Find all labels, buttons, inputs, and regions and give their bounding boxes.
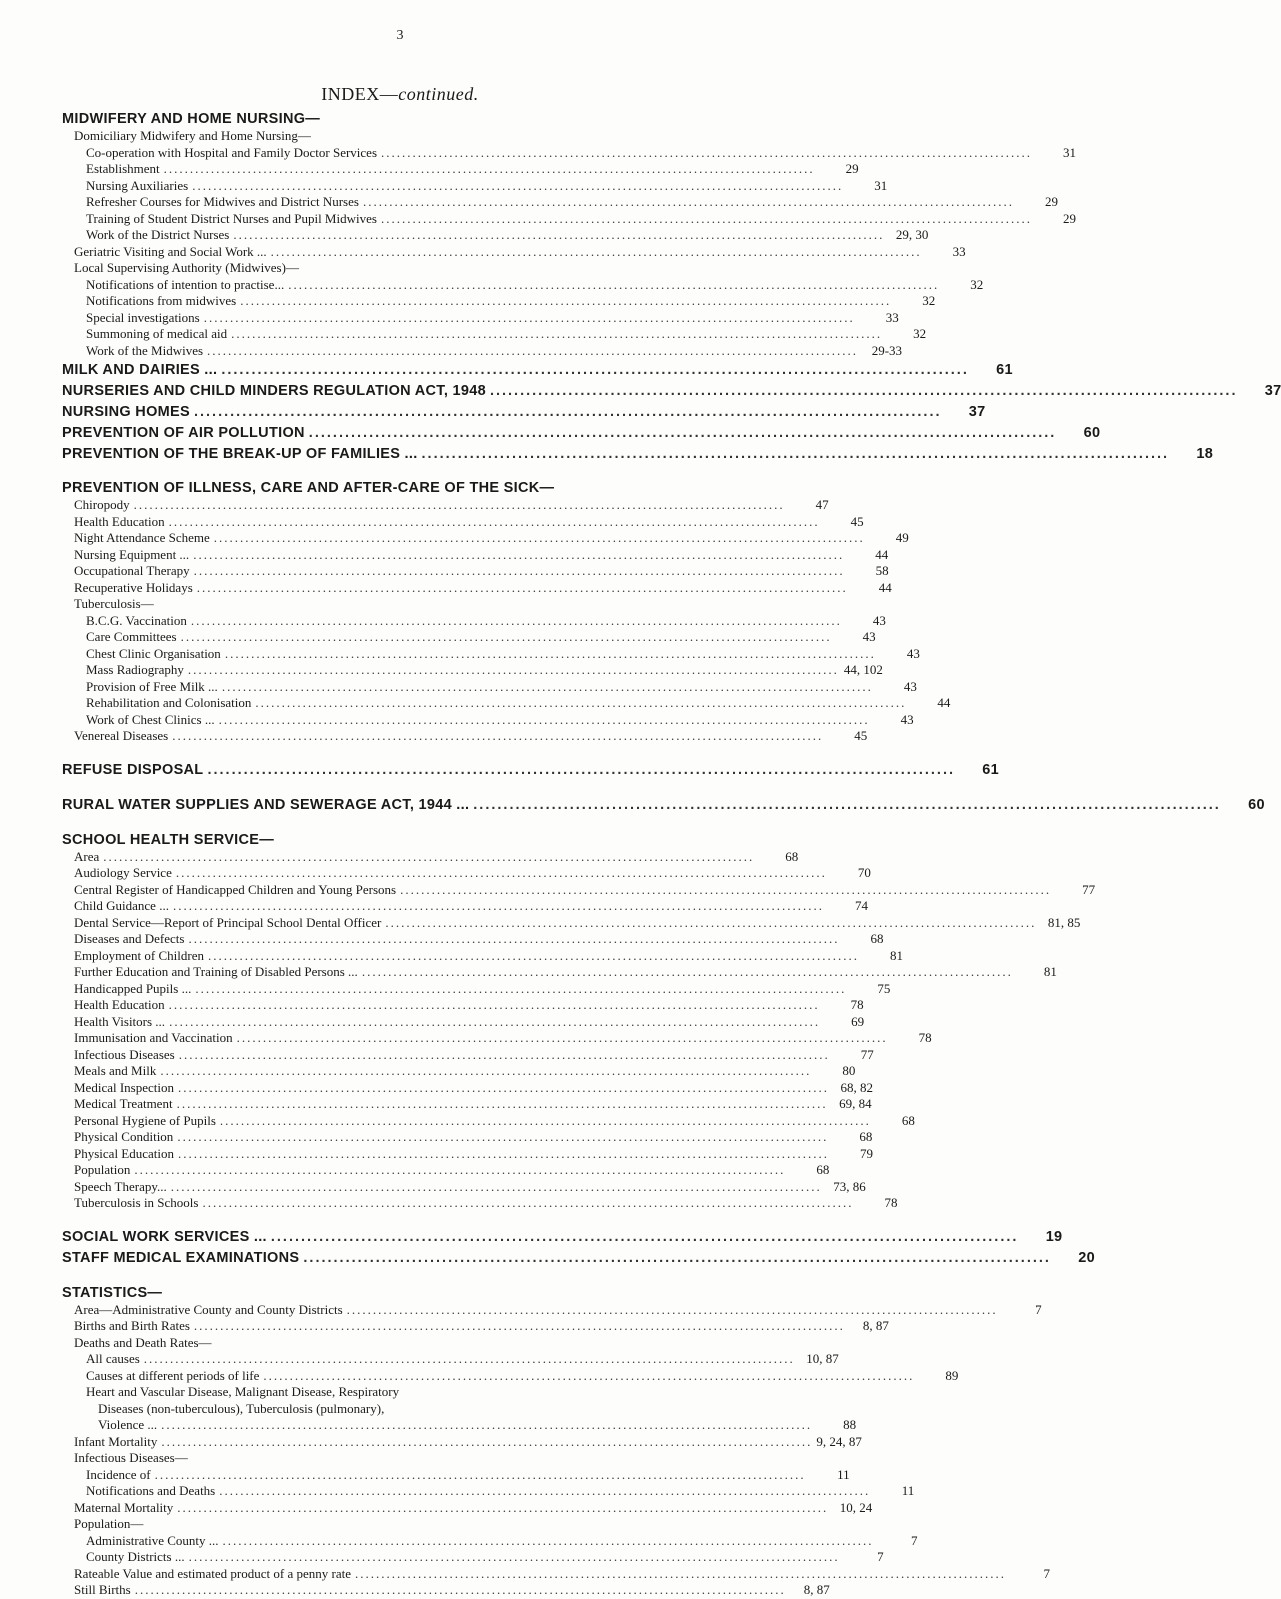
- index-entry: Administrative County ... ............................................................................................................................ 7: [86, 1532, 918, 1548]
- entry-page: 78: [918, 1030, 932, 1045]
- entry-page: 29, 30: [895, 227, 929, 242]
- index-content: [62, 110, 1281, 1599]
- entry-label: Night Attendance Scheme: [74, 530, 210, 545]
- school-list: [62, 848, 1096, 1212]
- entry-page: 29: [845, 161, 859, 176]
- midwifery-heading: MIDWIFERY AND HOME NURSING—: [62, 111, 321, 127]
- domiciliary-list: [62, 144, 1077, 244]
- entry-page: 75: [877, 980, 891, 996]
- entry-page: 44: [878, 579, 892, 595]
- top-level-entries: [62, 361, 1281, 464]
- entry-page: 43: [903, 678, 917, 694]
- entry-label: STAFF MEDICAL EXAMINATIONS: [62, 1249, 300, 1266]
- index-entry: Audiology Service ............................................................................................................................ 70: [74, 865, 871, 880]
- index-entry: Nursing Auxiliaries ............................................................................................................................ 31: [86, 177, 888, 193]
- entry-label: REFUSE DISPOSAL: [62, 761, 204, 778]
- index-entry: Chiropody ............................................................................................................................ 47: [74, 497, 829, 512]
- entry-label: Work of the Midwives: [86, 342, 204, 358]
- entry-page: 18: [1196, 446, 1214, 462]
- entry-page: 31: [1063, 144, 1077, 160]
- index-entry: Night Attendance Scheme ............................................................................................................................ 49: [74, 530, 909, 545]
- heart-line-1: Heart and Vascular Disease, Malignant Disease, Respiratory: [86, 1384, 400, 1399]
- index-entry: Infectious Diseases ............................................................................................................................ 77: [74, 1046, 874, 1062]
- entry-page: 49: [895, 530, 909, 545]
- entry-label: Physical Education: [74, 1145, 175, 1161]
- entry-page: 44, 102: [843, 662, 883, 677]
- entry-label: Health Education: [74, 513, 165, 529]
- tuberculosis-list: [62, 612, 951, 729]
- entry-label: Summoning of medical aid: [86, 326, 228, 341]
- index-entry: Rehabilitation and Colonisation ............................................................................................................................ 44: [86, 695, 951, 710]
- index-entry: Dental Service—Report of Principal School Dental Officer ............................................................................................................................ 81, 85: [74, 914, 1081, 930]
- entry-page: 60: [1083, 425, 1101, 441]
- entry-label: Establishment: [86, 161, 160, 176]
- index-entry: Provision of Free Milk ... ............................................................................................................................ 43: [86, 678, 917, 694]
- school-heading: SCHOOL HEALTH SERVICE—: [62, 831, 275, 848]
- entry-label: Chest Clinic Organisation: [86, 645, 221, 661]
- prevention-list: [62, 497, 909, 596]
- index-entry: Population ............................................................................................................................ 68: [74, 1162, 830, 1177]
- index-entry: Rateable Value and estimated product of a penny rate ............................................................................................................................ 7: [74, 1565, 1050, 1581]
- entry-page: 20: [1078, 1249, 1095, 1266]
- index-entry: Further Education and Training of Disabled Persons ... ............................................................................................................................ 81: [74, 964, 1057, 979]
- entry-label: PREVENTION OF AIR POLLUTION: [62, 425, 305, 441]
- index-entry: Geriatric Visiting and Social Work ... ............................................................................................................................ 33: [74, 243, 966, 259]
- entry-label: Special investigations: [86, 309, 200, 325]
- entry-label: B.C.G. Vaccination: [86, 612, 187, 628]
- entry-label: Immunisation and Vaccination: [74, 1030, 233, 1045]
- index-heading-entry: RURAL WATER SUPPLIES AND SEWERAGE ACT, 1944 ... ............................................................................................................................ 60: [62, 796, 1265, 813]
- entry-page: 37: [1264, 383, 1281, 399]
- index-entry: County Districts ... ............................................................................................................................ 7: [86, 1549, 884, 1564]
- entry-page: 70: [857, 865, 871, 880]
- entry-page: 29: [1044, 194, 1058, 209]
- entry-label: SOCIAL WORK SERVICES ...: [62, 1228, 267, 1245]
- index-entry: Medical Inspection ............................................................................................................................ 68, 82: [74, 1079, 873, 1095]
- entry-label: Speech Therapy...: [74, 1178, 167, 1194]
- index-entry: Personal Hygiene of Pupils ............................................................................................................................ 68: [74, 1112, 915, 1128]
- entry-page: 44: [937, 695, 951, 710]
- entry-page: 68: [816, 1162, 830, 1177]
- index-entry: Notifications and Deaths ............................................................................................................................ 11: [86, 1483, 915, 1498]
- index-entry: Causes at different periods of life ............................................................................................................................ 89: [86, 1367, 959, 1383]
- entry-page: 58: [875, 563, 889, 578]
- entry-page: 45: [854, 728, 868, 743]
- index-entry: Occupational Therapy ............................................................................................................................ 58: [74, 563, 889, 578]
- index-entry: Physical Condition ............................................................................................................................ 68: [74, 1129, 873, 1144]
- entry-page: 47: [815, 497, 829, 512]
- entry-page: 37: [968, 404, 986, 420]
- entry-page: 29-33: [871, 342, 903, 358]
- entry-label: NURSERIES AND CHILD MINDERS REGULATION ACT, 1948: [62, 383, 486, 399]
- entry-label: Recuperative Holidays: [74, 579, 193, 595]
- entry-page: 68: [901, 1112, 915, 1128]
- entry-page: 60: [1248, 796, 1265, 813]
- entry-label: Work of Chest Clinics ...: [86, 711, 215, 727]
- index-entry: Health Visitors ... ............................................................................................................................ 69: [74, 1013, 865, 1029]
- index-entry: All causes ............................................................................................................................ 10, 87: [86, 1351, 839, 1366]
- entry-label: Further Education and Training of Disabled Persons ...: [74, 964, 358, 979]
- entry-label: Area: [74, 848, 100, 864]
- entry-page: 61: [996, 362, 1013, 378]
- index-entry: Training of Student District Nurses and Pupil Midwives ............................................................................................................................ 29: [86, 210, 1076, 226]
- index-entry: Special investigations ............................................................................................................................ 33: [86, 309, 899, 325]
- index-entry: Area ............................................................................................................................ 68: [74, 848, 799, 864]
- index-entry: Chest Clinic Organisation ............................................................................................................................ 43: [86, 645, 920, 661]
- entry-page: 81: [1043, 964, 1057, 979]
- entry-label: Geriatric Visiting and Social Work ...: [74, 243, 267, 259]
- entry-label: Handicapped Pupils ...: [74, 980, 192, 996]
- entry-page: 68, 82: [840, 1079, 873, 1095]
- prevention-heading: PREVENTION OF ILLNESS, CARE AND AFTER-CARE OF THE SICK—: [62, 480, 555, 496]
- index-entry: Refresher Courses for Midwives and District Nurses ............................................................................................................................ 29: [86, 194, 1058, 209]
- entry-page: 81: [889, 947, 903, 963]
- entry-label: Venereal Diseases: [74, 728, 169, 743]
- entry-label: Care Committees: [86, 629, 177, 644]
- index-heading-entry: REFUSE DISPOSAL ............................................................................................................................ 61: [62, 761, 1000, 778]
- index-entry: NURSERIES AND CHILD MINDERS REGULATION ACT, 1948 ............................................................................................................................ 37: [62, 383, 1281, 399]
- entry-label: Child Guidance ...: [74, 898, 169, 913]
- entry-page: 68: [870, 931, 884, 946]
- entry-page: 33: [952, 243, 966, 259]
- index-heading-entry: SOCIAL WORK SERVICES ... ............................................................................................................................ 19: [62, 1228, 1063, 1245]
- entry-page: 19: [1045, 1228, 1063, 1245]
- index-entry: Births and Birth Rates ............................................................................................................................ 8, 87: [74, 1318, 889, 1333]
- entry-page: 31: [874, 177, 888, 193]
- index-entry: PREVENTION OF AIR POLLUTION ............................................................................................................................ 60: [62, 425, 1101, 441]
- index-entry: Handicapped Pupils ... ............................................................................................................................ 75: [74, 980, 891, 996]
- entry-page: 33: [885, 309, 899, 325]
- index-entry: B.C.G. Vaccination ............................................................................................................................ 43: [86, 612, 886, 628]
- index-entry: NURSING HOMES ............................................................................................................................ 37: [62, 404, 986, 420]
- index-entry: Still Births ............................................................................................................................ 8, 87: [74, 1582, 830, 1597]
- entry-label: Infectious Diseases: [74, 1046, 175, 1062]
- entry-page: 32: [970, 276, 984, 292]
- index-entry: Speech Therapy... ............................................................................................................................ 73, 86: [74, 1178, 866, 1194]
- infectious-subheading: Infectious Diseases—: [74, 1450, 188, 1465]
- entry-label: Co-operation with Hospital and Family Doctor Services: [86, 144, 378, 160]
- index-entry: Nursing Equipment ... ............................................................................................................................ 44: [74, 546, 889, 562]
- entry-page: 61: [982, 761, 1000, 778]
- entry-label: Refresher Courses for Midwives and District Nurses: [86, 194, 359, 209]
- entry-label: Meals and Milk: [74, 1063, 157, 1078]
- index-entry: Notifications of intention to practise... ............................................................................................................................ 32: [86, 276, 984, 292]
- entry-label: PREVENTION OF THE BREAK-UP OF FAMILIES ...: [62, 446, 418, 462]
- entry-page: 78: [850, 997, 864, 1012]
- statistics-heading: STATISTICS—: [62, 1284, 163, 1301]
- entry-label: Nursing Equipment ...: [74, 546, 190, 562]
- index-entry: Central Register of Handicapped Children and Young Persons ............................................................................................................................ 77: [74, 881, 1096, 897]
- entry-label: Mass Radiography: [86, 662, 184, 677]
- entry-label: RURAL WATER SUPPLIES AND SEWERAGE ACT, 1944 ...: [62, 796, 470, 813]
- index-entry: Physical Education ............................................................................................................................ 79: [74, 1145, 874, 1161]
- page-number: 3: [396, 28, 404, 43]
- deaths-subheading: Deaths and Death Rates—: [74, 1334, 212, 1350]
- index-entry: Summoning of medical aid ............................................................................................................................ 32: [86, 326, 927, 341]
- entry-label: Personal Hygiene of Pupils: [74, 1112, 216, 1128]
- entry-label: Training of Student District Nurses and Pupil Midwives: [86, 210, 377, 226]
- entry-page: 69: [851, 1013, 865, 1029]
- local-authority-subheading: Local Supervising Authority (Midwives)—: [74, 260, 299, 275]
- title-main: INDEX—: [321, 84, 399, 104]
- entry-page: 32: [913, 326, 927, 341]
- entry-label: Health Education: [74, 997, 165, 1012]
- entry-page: 79: [860, 1145, 874, 1161]
- index-entry: Diseases and Defects ............................................................................................................................ 68: [74, 931, 884, 946]
- local-authority-list: [62, 276, 984, 360]
- entry-page: 29: [1062, 210, 1076, 226]
- index-entry: Mass Radiography ............................................................................................................................ 44, 102: [86, 662, 883, 677]
- entry-page: 77: [860, 1046, 874, 1062]
- page-title: [0, 84, 800, 105]
- entry-label: Population: [74, 1162, 131, 1177]
- entry-page: 43: [862, 629, 876, 644]
- entry-label: Chiropody: [74, 497, 130, 512]
- entry-page: 81, 85: [1047, 914, 1081, 930]
- entry-label: Notifications of intention to practise...: [86, 276, 285, 292]
- entry-page: 43: [900, 711, 914, 727]
- entry-page: 78: [884, 1195, 898, 1210]
- index-entry: Work of the Midwives ............................................................................................................................ 29-33: [86, 342, 903, 358]
- entry-page: 73, 86: [833, 1178, 866, 1194]
- index-entry: Maternal Mortality ............................................................................................................................ 10, 24: [74, 1499, 873, 1515]
- index-entry: Infant Mortality ............................................................................................................................ 9, 24, 87: [74, 1433, 862, 1449]
- index-entry: Tuberculosis in Schools ............................................................................................................................ 78: [74, 1195, 898, 1210]
- entry-label: Rehabilitation and Colonisation: [86, 695, 252, 710]
- index-entry: Incidence of ............................................................................................................................ 11: [86, 1466, 850, 1482]
- index-entry: Area—Administrative County and County Districts ............................................................................................................................ 7: [74, 1301, 1042, 1317]
- entry-page: 45: [850, 513, 864, 529]
- entry-label: Physical Condition: [74, 1129, 174, 1144]
- index-entry: Recuperative Holidays ............................................................................................................................ 44: [74, 579, 892, 595]
- entry-label: Diseases and Defects: [74, 931, 185, 946]
- index-entry: Venereal Diseases ............................................................................................................................ 45: [74, 728, 868, 743]
- domiciliary-subheading: Domiciliary Midwifery and Home Nursing—: [74, 128, 311, 143]
- entry-label: Central Register of Handicapped Children and Young Persons: [74, 881, 397, 897]
- tuberculosis-subheading: Tuberculosis—: [74, 596, 154, 611]
- index-entry: Work of the District Nurses ............................................................................................................................ 29, 30: [86, 227, 929, 242]
- entry-page: 80: [842, 1063, 856, 1078]
- index-entry: Child Guidance ... ............................................................................................................................ 74: [74, 898, 868, 913]
- index-heading-entry: STAFF MEDICAL EXAMINATIONS ............................................................................................................................ 20: [62, 1249, 1095, 1266]
- index-entry: Health Education ............................................................................................................................ 45: [74, 513, 864, 529]
- entry-page: 77: [1082, 881, 1096, 897]
- index-entry: Meals and Milk ............................................................................................................................ 80: [74, 1063, 856, 1078]
- entry-label: NURSING HOMES: [62, 404, 190, 420]
- entry-label: Audiology Service: [74, 865, 172, 880]
- entry-page: 32: [922, 293, 936, 308]
- index-entry: Establishment ............................................................................................................................ 29: [86, 161, 859, 176]
- index-entry: Notifications from midwives ............................................................................................................................ 32: [86, 293, 936, 308]
- entry-label: Medical Inspection: [74, 1079, 174, 1095]
- entry-label: Health Visitors ...: [74, 1013, 166, 1029]
- index-entry: Co-operation with Hospital and Family Doctor Services ............................................................................................................................ 31: [86, 144, 1077, 160]
- entry-label: Nursing Auxiliaries: [86, 177, 189, 193]
- index-entry: Health Education ............................................................................................................................ 78: [74, 997, 864, 1012]
- entry-label: Employment of Children: [74, 947, 204, 963]
- entry-page: 43: [872, 612, 886, 628]
- entry-label: Dental Service—Report of Principal School Dental Officer: [74, 914, 382, 930]
- heart-line-2: Diseases (non-tuberculous), Tuberculosis (pulmonary),: [98, 1400, 385, 1416]
- index-entry: Immunisation and Vaccination ............................................................................................................................ 78: [74, 1030, 932, 1045]
- entry-page: 74: [854, 898, 868, 913]
- title-continued: continued.: [398, 84, 479, 104]
- entry-label: Provision of Free Milk ...: [86, 678, 218, 694]
- index-entry: MILK AND DAIRIES ... ............................................................................................................................ 61: [62, 362, 1013, 378]
- entry-page: 68: [859, 1129, 873, 1144]
- entry-label: Medical Treatment: [74, 1096, 173, 1111]
- index-entry: Care Committees ............................................................................................................................ 43: [86, 629, 876, 644]
- entry-label: Notifications from midwives: [86, 293, 237, 308]
- population-subheading: Population—: [74, 1516, 144, 1531]
- entry-page: 69, 84: [839, 1096, 872, 1111]
- index-entry: Medical Treatment ............................................................................................................................ 69, 84: [74, 1096, 872, 1111]
- index-entry: PREVENTION OF THE BREAK-UP OF FAMILIES ... ............................................................................................................................ 18: [62, 446, 1214, 462]
- index-entry: Work of Chest Clinics ... ............................................................................................................................ 43: [86, 711, 914, 727]
- entry-label: Occupational Therapy: [74, 563, 190, 578]
- entry-label: MILK AND DAIRIES ...: [62, 362, 218, 378]
- entry-label: Tuberculosis in Schools: [74, 1195, 199, 1210]
- entry-page: 43: [906, 645, 920, 661]
- entry-label: Work of the District Nurses: [86, 227, 230, 242]
- index-entry: Employment of Children ............................................................................................................................ 81: [74, 947, 903, 963]
- entry-page: 44: [875, 546, 889, 562]
- entry-page: 68: [785, 848, 799, 864]
- index-entry: Violence ... ............................................................................................................................ 88: [98, 1417, 857, 1432]
